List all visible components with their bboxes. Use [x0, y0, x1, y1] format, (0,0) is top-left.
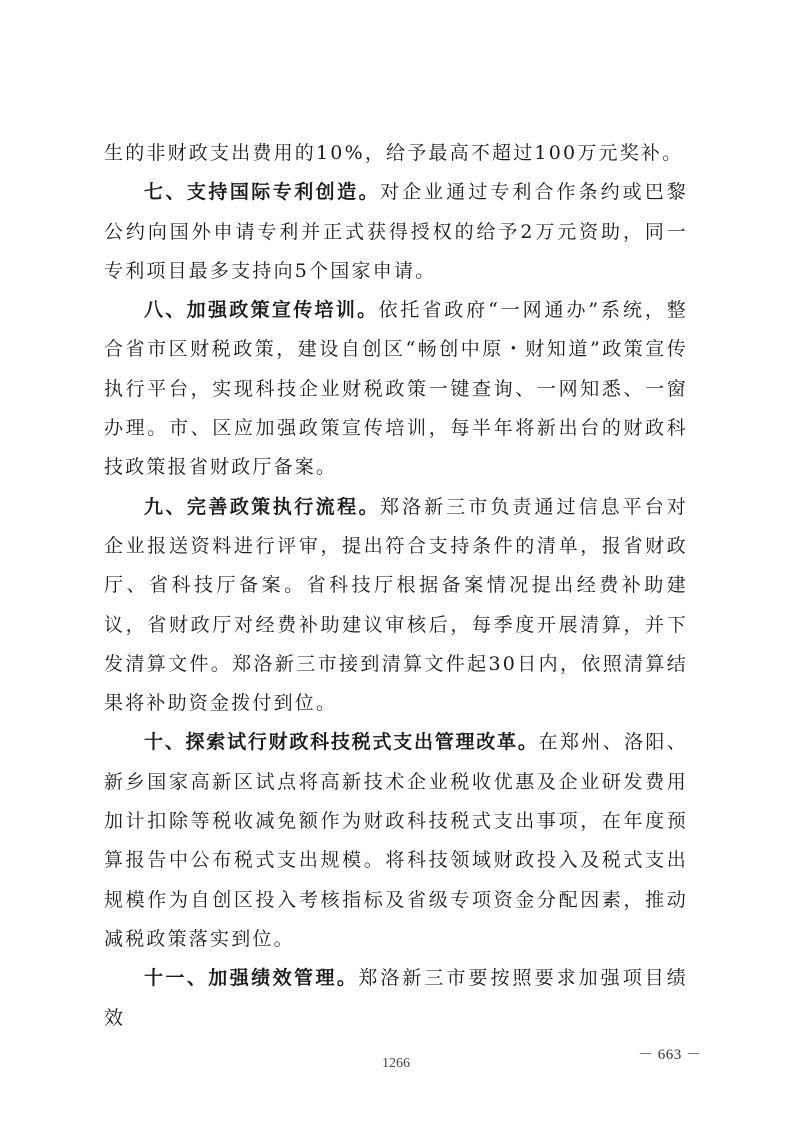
paragraph-text: 郑洛新三市要按照要求加强项目绩效: [104, 967, 688, 1029]
document-body: [104, 134, 688, 1038]
paragraph-item-10: [104, 723, 688, 959]
paragraph-heading: 八、加强政策宣传培训。: [144, 299, 379, 322]
paragraph-item-11: [104, 959, 688, 1038]
paragraph-item-9: [104, 488, 688, 724]
paragraph-continuation: [104, 134, 688, 173]
paragraph-text: 在郑州、洛阳、新乡国家高新区试点将高新技术企业税收优惠及企业研发费用加计扣除等税收减免额作为财政科技税式支出事项，在年度预算报告中公布税式支出规模。将科技领域财政投入及税式支出规模作为自创区投入考核指标及省级专项资金分配因素，推动减税政策落实到位。: [104, 731, 688, 950]
paragraph-text: 生的非财政支出费用的10%，给予最高不超过100万元奖补。: [104, 142, 684, 164]
stamp-number: 1266: [382, 1056, 410, 1071]
paragraph-text: 郑洛新三市负责通过信息平台对企业报送资料进行评审，提出符合支持条件的清单，报省财政厅、省科技厅备案。省科技厅根据备案情况提出经费补助建议，省财政厅对经费补助建议审核后，每季度开展清算，并下发清算文件。郑洛新三市接到清算文件起30日内，依照清算结果将补助资金拨付到位。: [104, 495, 688, 715]
paragraph-item-7: [104, 173, 688, 291]
paragraph-heading: 九、完善政策执行流程。: [144, 495, 381, 518]
page-number: － 663 －: [638, 1047, 702, 1063]
paragraph-heading: 十、探索试行财政科技税式支出管理改革。: [144, 731, 539, 754]
paragraph-heading: 七、支持国际专利创造。: [144, 181, 381, 204]
paragraph-heading: 十一、加强绩效管理。: [144, 967, 359, 990]
paragraph-text: 对企业通过专利合作条约或巴黎公约向国外申请专利并正式获得授权的给予2万元资助，同一专利项目最多支持向5个国家申请。: [104, 181, 688, 282]
paragraph-text: 依托省政府“一网通办”系统，整合省市区财税政策，建设自创区“畅创中原・财知道”政策宣传执行平台，实现科技企业财税政策一键查询、一网知悉、一窗办理。市、区应加强政策宣传培训，每半年将新出台的财政科技政策报省财政厅备案。: [104, 299, 688, 479]
paragraph-item-8: [104, 291, 688, 487]
